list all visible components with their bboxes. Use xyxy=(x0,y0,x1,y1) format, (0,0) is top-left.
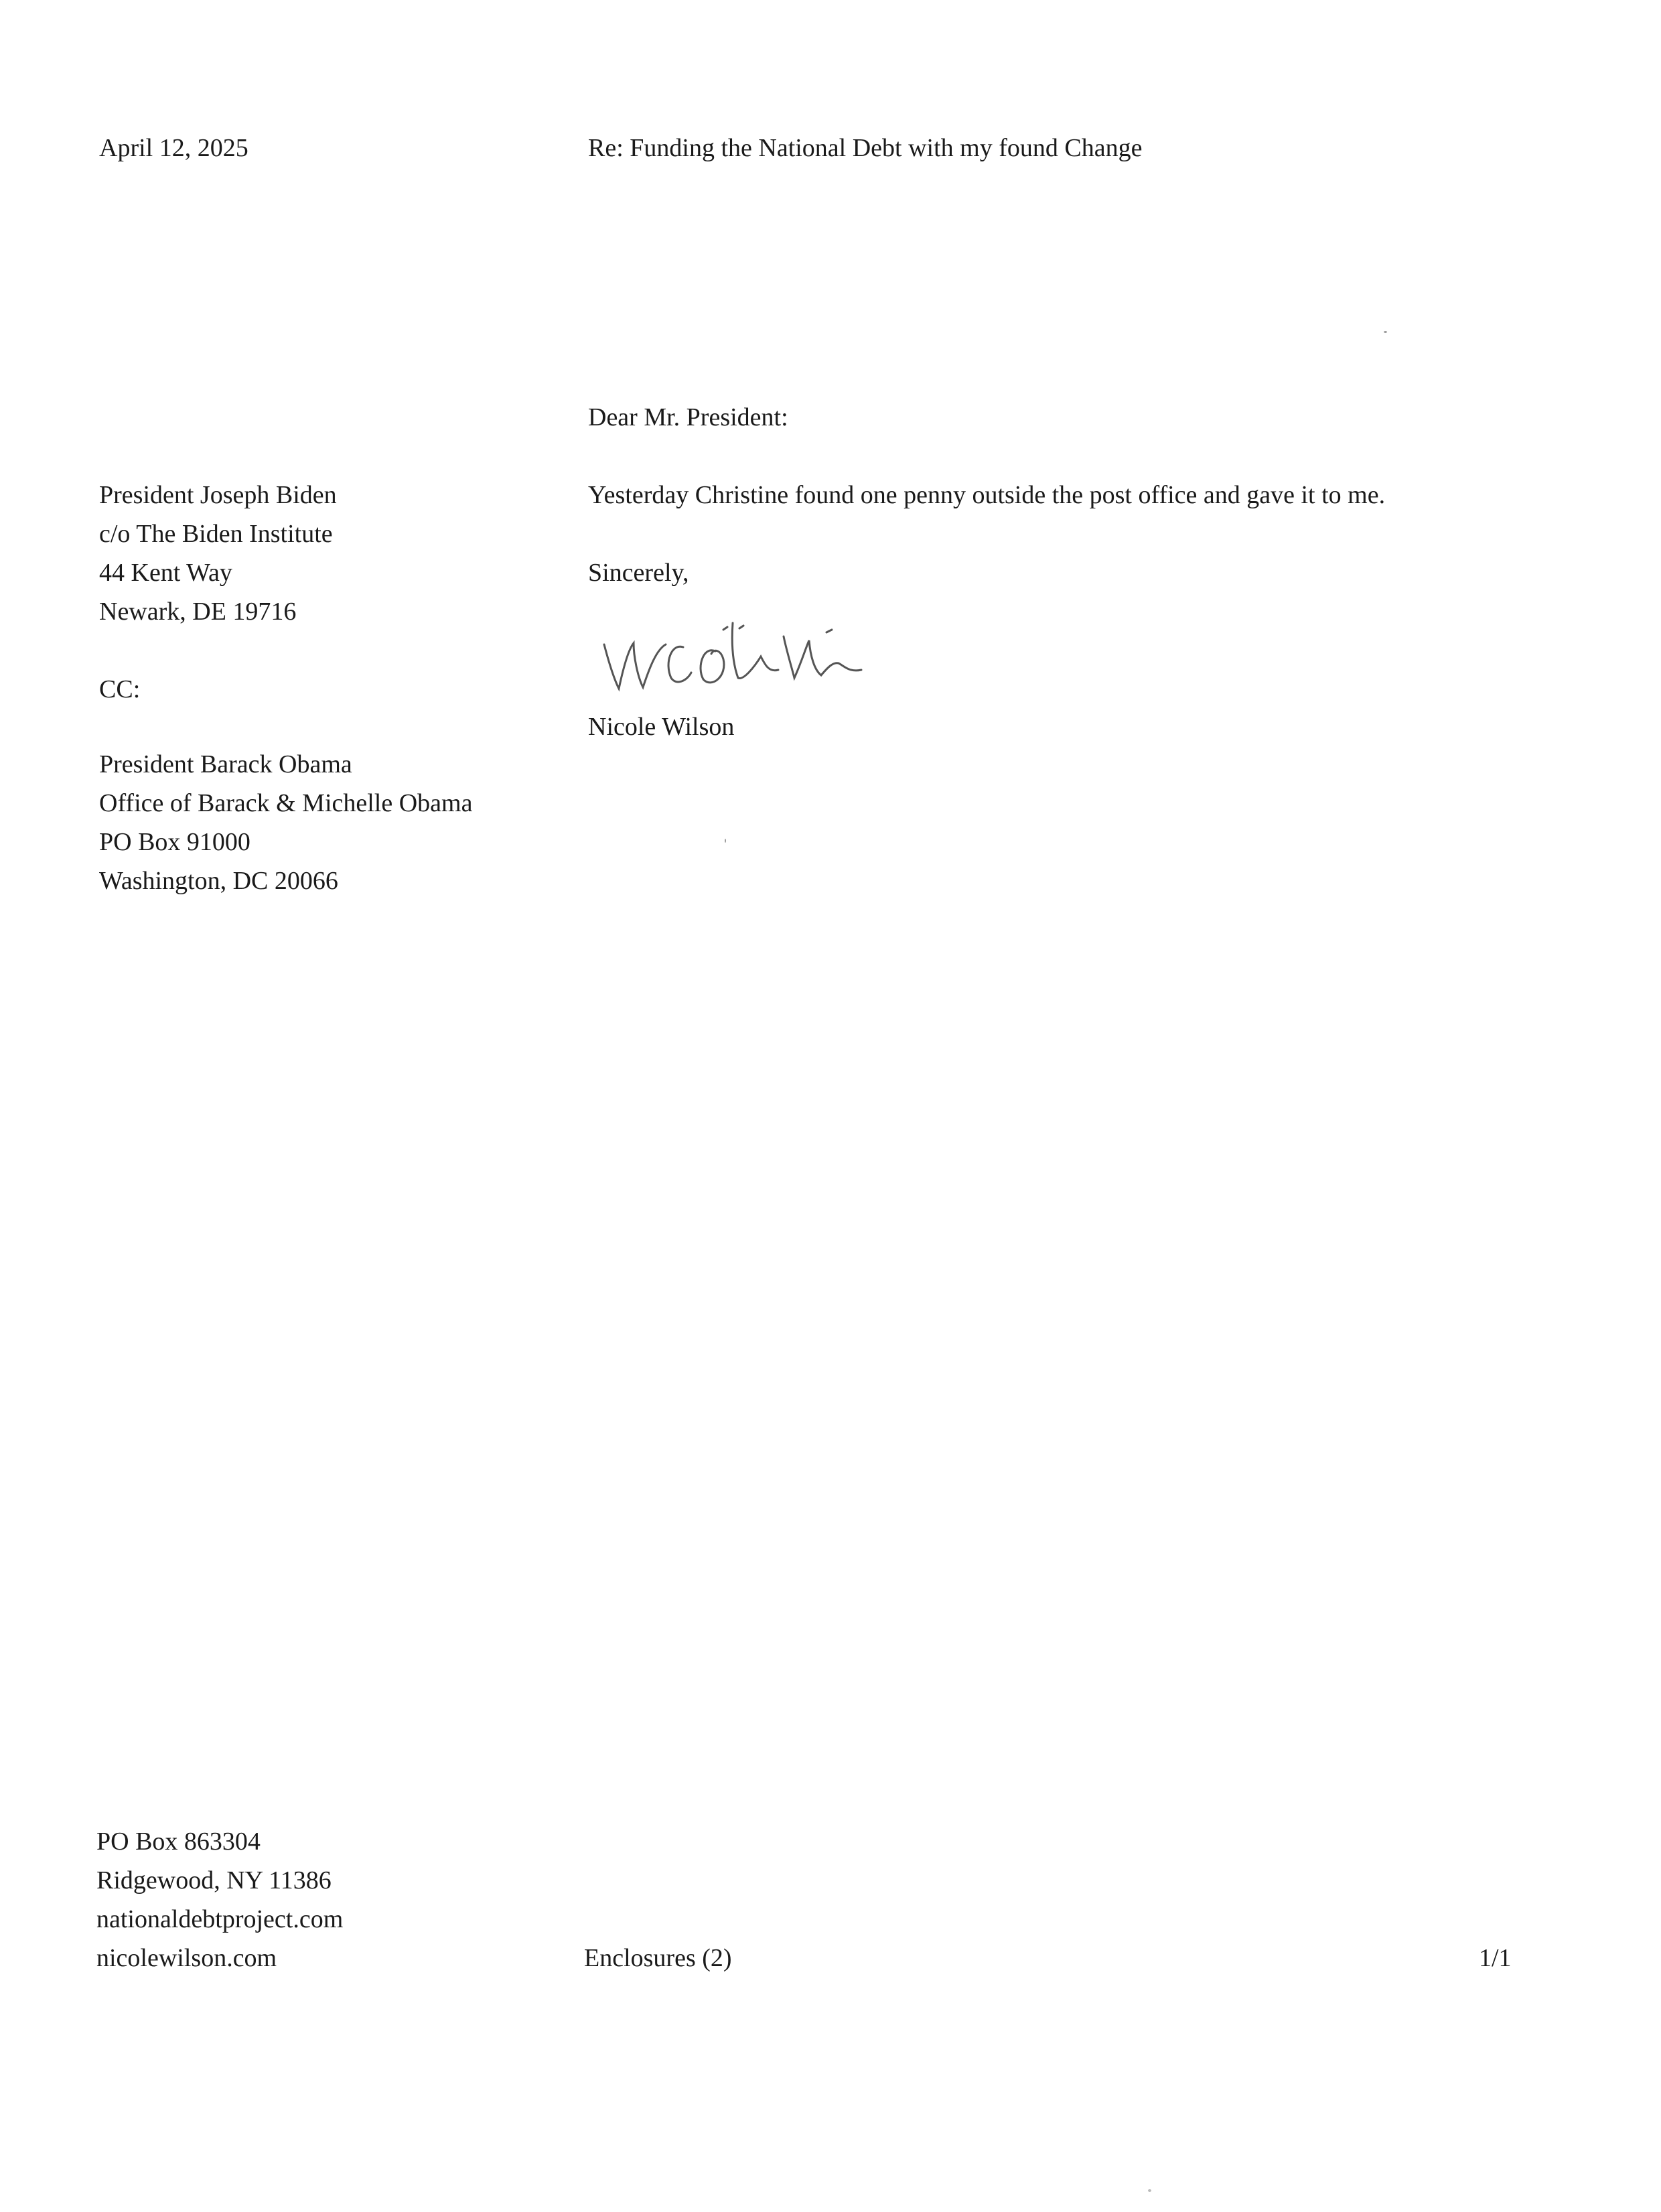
recipient-line: 44 Kent Way xyxy=(99,559,232,587)
letter-subject: Re: Funding the National Debt with my found Change xyxy=(588,134,1143,162)
sender-line: nicolewilson.com xyxy=(96,1944,277,1972)
sender-address xyxy=(96,1822,343,1978)
sender-line: Ridgewood, NY 11386 xyxy=(96,1866,332,1894)
cc-line: President Barack Obama xyxy=(99,750,352,778)
page-number: 1/1 xyxy=(1479,1944,1512,1972)
enclosures-note: Enclosures (2) xyxy=(584,1944,732,1972)
sender-line: nationaldebtproject.com xyxy=(96,1905,344,1933)
letter-date: April 12, 2025 xyxy=(99,134,248,162)
recipient-line: Newark, DE 19716 xyxy=(99,598,297,626)
cc-address xyxy=(99,745,472,900)
cc-label: CC: xyxy=(99,675,141,703)
recipient-line: c/o The Biden Institute xyxy=(99,520,333,548)
cc-line: Washington, DC 20066 xyxy=(99,867,338,895)
salutation: Dear Mr. President: xyxy=(588,403,788,431)
sender-line: PO Box 863304 xyxy=(96,1827,261,1856)
recipient-address xyxy=(99,476,337,631)
scan-speck xyxy=(1148,2189,1151,2192)
cc-line: PO Box 91000 xyxy=(99,828,250,856)
closing: Sincerely, xyxy=(588,559,689,587)
signature-name: Nicole Wilson xyxy=(588,713,735,741)
handwritten-signature xyxy=(596,603,891,703)
letter-body: Yesterday Christine found one penny outside the post office and gave it to me. xyxy=(588,481,1386,509)
scan-speck xyxy=(725,839,726,843)
scan-speck xyxy=(1384,331,1387,333)
recipient-line: President Joseph Biden xyxy=(99,481,337,509)
cc-line: Office of Barack & Michelle Obama xyxy=(99,789,473,817)
